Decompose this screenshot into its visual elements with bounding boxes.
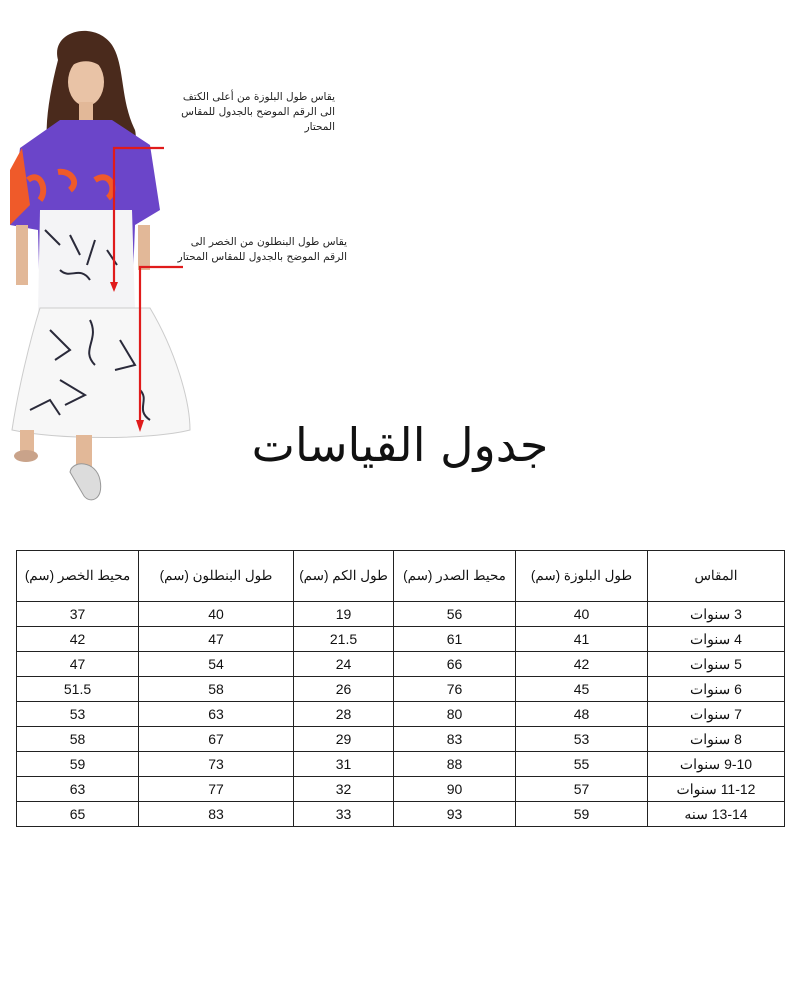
pants-length-note: يقاس طول البنطلون من الخصر الى الرقم الموضح بالجدول للمقاس المحتار — [177, 236, 347, 263]
cell-size: 7 سنوات — [648, 702, 785, 727]
table-row — [17, 677, 785, 702]
cell-pants-length: 83 — [139, 802, 294, 827]
cell-chest: 80 — [394, 702, 516, 727]
cell-size: 13-14 سنه — [648, 802, 785, 827]
cell-blouse-length: 40 — [516, 602, 648, 627]
cell-chest: 56 — [394, 602, 516, 627]
cell-sleeve-length: 28 — [294, 702, 394, 727]
cell-pants-length: 63 — [139, 702, 294, 727]
cell-sleeve-length: 29 — [294, 727, 394, 752]
cell-blouse-length: 48 — [516, 702, 648, 727]
cell-size: 6 سنوات — [648, 677, 785, 702]
table-row — [17, 752, 785, 777]
cell-sleeve-length: 31 — [294, 752, 394, 777]
header-sleeve-length: طول الكم (سم) — [294, 551, 394, 602]
cell-sleeve-length: 19 — [294, 602, 394, 627]
page-title: جدول القياسات — [251, 418, 549, 472]
cell-size: 8 سنوات — [648, 727, 785, 752]
cell-size: 11-12 سنوات — [648, 777, 785, 802]
cell-chest: 90 — [394, 777, 516, 802]
cell-waist: 37 — [17, 602, 139, 627]
cell-waist: 53 — [17, 702, 139, 727]
cell-blouse-length: 42 — [516, 652, 648, 677]
cell-waist: 42 — [17, 627, 139, 652]
cell-pants-length: 58 — [139, 677, 294, 702]
blouse-length-note: يقاس طول البلوزة من أعلى الكتف الى الرقم الموضح بالجدول للمقاس المحتار — [181, 91, 335, 133]
cell-chest: 76 — [394, 677, 516, 702]
cell-pants-length: 54 — [139, 652, 294, 677]
table-header-row — [17, 551, 785, 602]
cell-waist: 58 — [17, 727, 139, 752]
table-row — [17, 777, 785, 802]
cell-size: 5 سنوات — [648, 652, 785, 677]
table-row — [17, 802, 785, 827]
cell-sleeve-length: 32 — [294, 777, 394, 802]
cell-chest: 93 — [394, 802, 516, 827]
table-row — [17, 652, 785, 677]
table-row — [17, 702, 785, 727]
header-waist: محيط الخصر (سم) — [17, 551, 139, 602]
table-row — [17, 727, 785, 752]
cell-size: 4 سنوات — [648, 627, 785, 652]
cell-waist: 63 — [17, 777, 139, 802]
cell-blouse-length: 55 — [516, 752, 648, 777]
cell-chest: 61 — [394, 627, 516, 652]
cell-blouse-length: 45 — [516, 677, 648, 702]
cell-chest: 66 — [394, 652, 516, 677]
header-pants-length: طول البنطلون (سم) — [139, 551, 294, 602]
cell-sleeve-length: 21.5 — [294, 627, 394, 652]
header-blouse-length: طول البلوزة (سم) — [516, 551, 648, 602]
cell-waist: 51.5 — [17, 677, 139, 702]
cell-size: 9-10 سنوات — [648, 752, 785, 777]
cell-pants-length: 67 — [139, 727, 294, 752]
cell-waist: 47 — [17, 652, 139, 677]
cell-blouse-length: 57 — [516, 777, 648, 802]
header-size: المقاس — [648, 551, 785, 602]
cell-pants-length: 73 — [139, 752, 294, 777]
cell-chest: 83 — [394, 727, 516, 752]
cell-sleeve-length: 26 — [294, 677, 394, 702]
header-chest: محيط الصدر (سم) — [394, 551, 516, 602]
cell-waist: 65 — [17, 802, 139, 827]
table-row — [17, 602, 785, 627]
cell-sleeve-length: 33 — [294, 802, 394, 827]
cell-pants-length: 40 — [139, 602, 294, 627]
cell-chest: 88 — [394, 752, 516, 777]
size-chart-table — [16, 550, 785, 827]
table-row — [17, 627, 785, 652]
cell-blouse-length: 53 — [516, 727, 648, 752]
cell-pants-length: 77 — [139, 777, 294, 802]
cell-sleeve-length: 24 — [294, 652, 394, 677]
cell-size: 3 سنوات — [648, 602, 785, 627]
cell-blouse-length: 41 — [516, 627, 648, 652]
cell-pants-length: 47 — [139, 627, 294, 652]
cell-waist: 59 — [17, 752, 139, 777]
cell-blouse-length: 59 — [516, 802, 648, 827]
